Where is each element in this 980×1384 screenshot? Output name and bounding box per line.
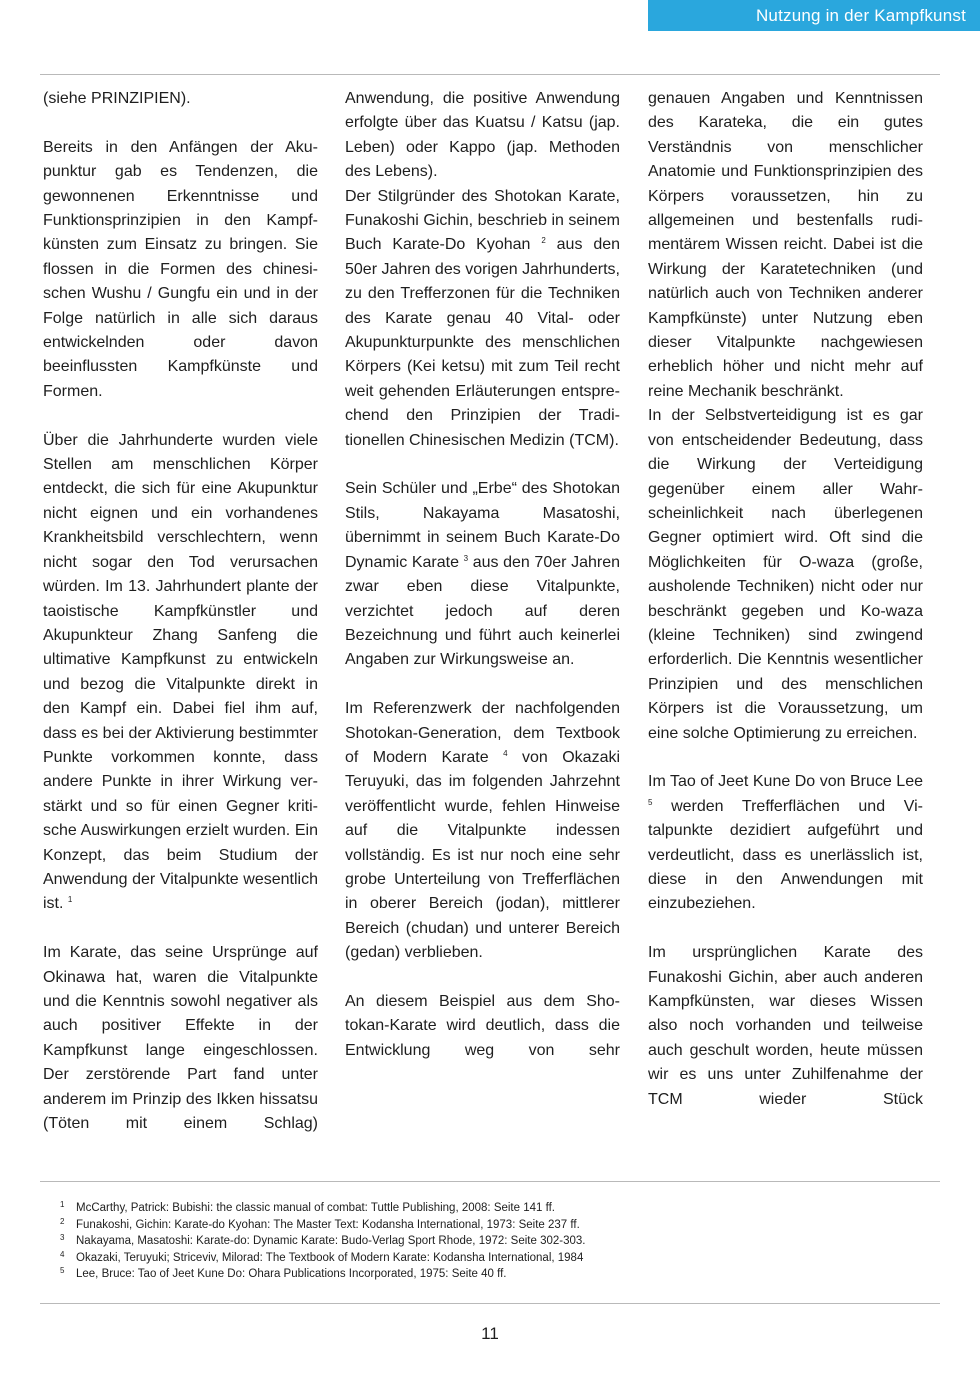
footnote-text: Funakoshi, Gichin: Karate-do Kyohan: The Master Text: Kodansha International, 1973: Seite 237 ff.	[76, 1218, 580, 1231]
footnote-number: 2	[60, 1216, 65, 1226]
footnote-number: 4	[60, 1249, 65, 1259]
paragraph: In der Selbstverteidigung ist es gar von entscheidender Bedeutung, dass die Wirkung der Verteidigung gegenüber einem aller Wahrscheinlichkeit nach überlegenen Gegner optimiert wird. Oft sind die Möglichkeiten für O-waza (große, ausholende Techniken) nicht oder nur beschränkt gegeben und Ko-waza (kleine Techniken) sind zwingend erforderlich. Die Kenntnis wesentlicher Prinzipien und des menschlichen Körpers ist die Voraussetzung, um eine solche Optimierung zu erreichen.	[648, 407, 923, 742]
footnote-number: 1	[60, 1200, 65, 1209]
paragraph-text: Im Referenzwerk der nachfolgenden Shotokan-Generation, dem Textbook of Modern Karate	[345, 700, 620, 766]
footnote-ref: 4	[503, 748, 508, 758]
footnote-number: 3	[60, 1233, 65, 1242]
paragraph-text: werden Trefferflächen und Vitalpunkte dezidiert aufgeführt und verdeutlicht, dass es unerlässlich ist, diese in den Anwendungen mit einzubeziehen.	[648, 797, 923, 913]
footnote-text: McCarthy, Patrick: Bubishi: the classic manual of combat: Tuttle Publishing, 2008: Seite 141 ff.	[76, 1202, 555, 1214]
top-divider	[40, 74, 940, 75]
footnote-text: Okazaki, Teruyuki; Striceviv, Milorad: The Textbook of Modern Karate: Kodansha International, 1984	[76, 1251, 584, 1264]
paragraph-text: von Okazaki Teruyuki, das im folgenden Jahrzehnt veröffentlicht wurde, fehlen Hinweise auf die Vitalpunkte indessen vollständig. Es ist nur noch eine sehr grobe Unterteilung von Trefferflächen in oberer Bereich (jodan), mittlerer Bereich (chudan) und unterer Bereich (gedan) verblieben.	[345, 748, 621, 962]
paragraph	[345, 185, 620, 453]
text-column-3	[648, 87, 923, 1112]
footnote	[60, 1250, 920, 1267]
paragraph: genauen Angaben und Kenntnissen des Karateka, die ein gutes Verständnis von menschlicher Anatomie und Funktionsprinzipien des Körpers voraussetzen, hin zu allgemeinen und bestenfalls rudimentärem Wissen reicht. Dabei ist die Wirkung der Karatetechniken (und natürlich auch von Techniken anderer Kampfkünste) unter Nutzung eben dieser Vitalpunkte nachgewiesen erheblich höher und nicht mehr auf reine Mechanik beschränkt.	[648, 90, 923, 400]
paragraph	[345, 477, 620, 672]
footnote-ref: 3	[463, 553, 469, 563]
section-header-tab	[648, 0, 980, 31]
paragraph: (siehe PRINZIPIEN).	[43, 90, 191, 107]
paragraph	[43, 429, 318, 917]
paragraph-text: Im Tao of Jeet Kune Do von Bruce Lee	[648, 773, 923, 791]
paragraph: Bereits in den Anfängen der Akupunktur gab es Tendenzen, die gewonnenen Erkenntnisse und Funktionsprinzipien in den Kampfkünsten zum Einsatz zu bringen. Sie flossen in die Formen des chinesischen Wushu / Gungfu ein und in der Folge natürlich in alle sich daraus entwickelnden oder davon beeinflussten Kampfkünste und Formen.	[43, 138, 318, 400]
footnote-number: 5	[60, 1266, 65, 1275]
page-number: 11	[481, 1324, 499, 1343]
bottom-divider	[40, 1303, 940, 1304]
paragraph	[648, 770, 923, 916]
footnote	[60, 1233, 920, 1250]
section-title: Nutzung in der Kampfkunst	[755, 6, 966, 25]
footnote	[60, 1217, 920, 1234]
paragraph-text: aus den 70er Jahren zwar eben diese Vitalpunkte, verzichtet jedoch auf deren Bezeichnung und führt auch keinerlei Angaben zur Wirkungsweise an.	[345, 553, 620, 669]
footnote-ref: 1	[67, 895, 73, 905]
text-column-2	[345, 87, 620, 1063]
footnote	[60, 1200, 920, 1217]
footnote	[60, 1266, 920, 1283]
paragraph	[345, 697, 620, 965]
footnotes	[60, 1200, 920, 1283]
paragraph: Im Karate, das seine Ursprünge auf Okinawa hat, waren die Vitalpunkte und die Kenntnis sowohl negativer als auch positiver Effekte in der Kampfkunst lange eingeschlossen. Der zerstörende Part fand unter anderem im Prinzip des Ikken hissatsu (Töten mit einem Schlag)	[43, 944, 318, 1133]
footnote-ref: 2	[541, 236, 546, 246]
paragraph-text: aus den 50er Jahren des vorigen Jahrhunderts, zu den Trefferzonen für die Techniken des Karate genau 40 Vital- oder Akupunkturpunkte des menschlichen Körpers (Kei ketsu) mit zum Teil recht weit gehenden Erläuterungen entsprechend den Prinzipien der Traditionellen Chinesischen Medizin (TCM).	[345, 236, 621, 449]
paragraph: Anwendung, die positive Anwendung erfolgte über das Kuatsu / Katsu (jap. Leben) oder Kappo (jap. Methoden des Lebens).	[345, 90, 620, 181]
text-column-1	[43, 87, 318, 1136]
paragraph-text: Der Stilgründer des Shotokan Karate, Funakoshi Gichin, beschrieb in seinem Buch Karate-Do Kyohan	[345, 187, 620, 254]
paragraph: Im ursprünglichen Karate des Funakoshi Gichin, aber auch anderen Kampfkünsten, war dieses Wissen also noch vorhanden und teilweise auch geschult worden, heute müssen wir es uns unter Zuhilfenahme der TCM wieder Stück	[648, 944, 923, 1108]
footnote-text: Nakayama, Masatoshi: Karate-do: Dynamic Karate: Budo-Verlag Sport Rhode, 1972: Seite 302-303.	[76, 1235, 586, 1247]
paragraph-text: Über die Jahrhunderte wurden viele Stellen am menschlichen Körper entdeckt, die sich für eine Akupunktur nicht eignen und ein vorhandenes Krankheitsbild verschlechtern, wenn nicht sogar den Tod verursachen würden. Im 13. Jahrhundert plante der taoistische Kampfkünstler und Akupunkteur Zhang Sanfeng die ultimative Kampfkunst zu entwickeln und bezog die Vitalpunkte direkt in den Kampf ein. Dabei fiel ihm auf, dass es bei der Aktivierung bestimmter Punkte vorkommen konnte, dass andere Punkte in ihrer Wirkung verstärkt und so für einen Gegner kritische Auswirkungen erzielt wurden. Ein Konzept, das beim Studium der Anwendung der Vitalpunkte wesentlich ist.	[43, 431, 318, 913]
footnote-text: Lee, Bruce: Tao of Jeet Kune Do: Ohara Publications Incorporated, 1975: Seite 40 ff.	[76, 1268, 507, 1280]
paragraph: An diesem Beispiel aus dem Shotokan-Karate wird deutlich, dass die Entwicklung weg von sehr	[345, 992, 620, 1059]
footnote-divider	[40, 1181, 940, 1182]
footnote-ref: 5	[648, 797, 653, 807]
paragraph-text: Sein Schüler und „Erbe“ des Shotokan Stils, Nakayama Masatoshi, übernimmt in seinem Buch Karate-Do Dynamic Karate	[345, 480, 620, 571]
